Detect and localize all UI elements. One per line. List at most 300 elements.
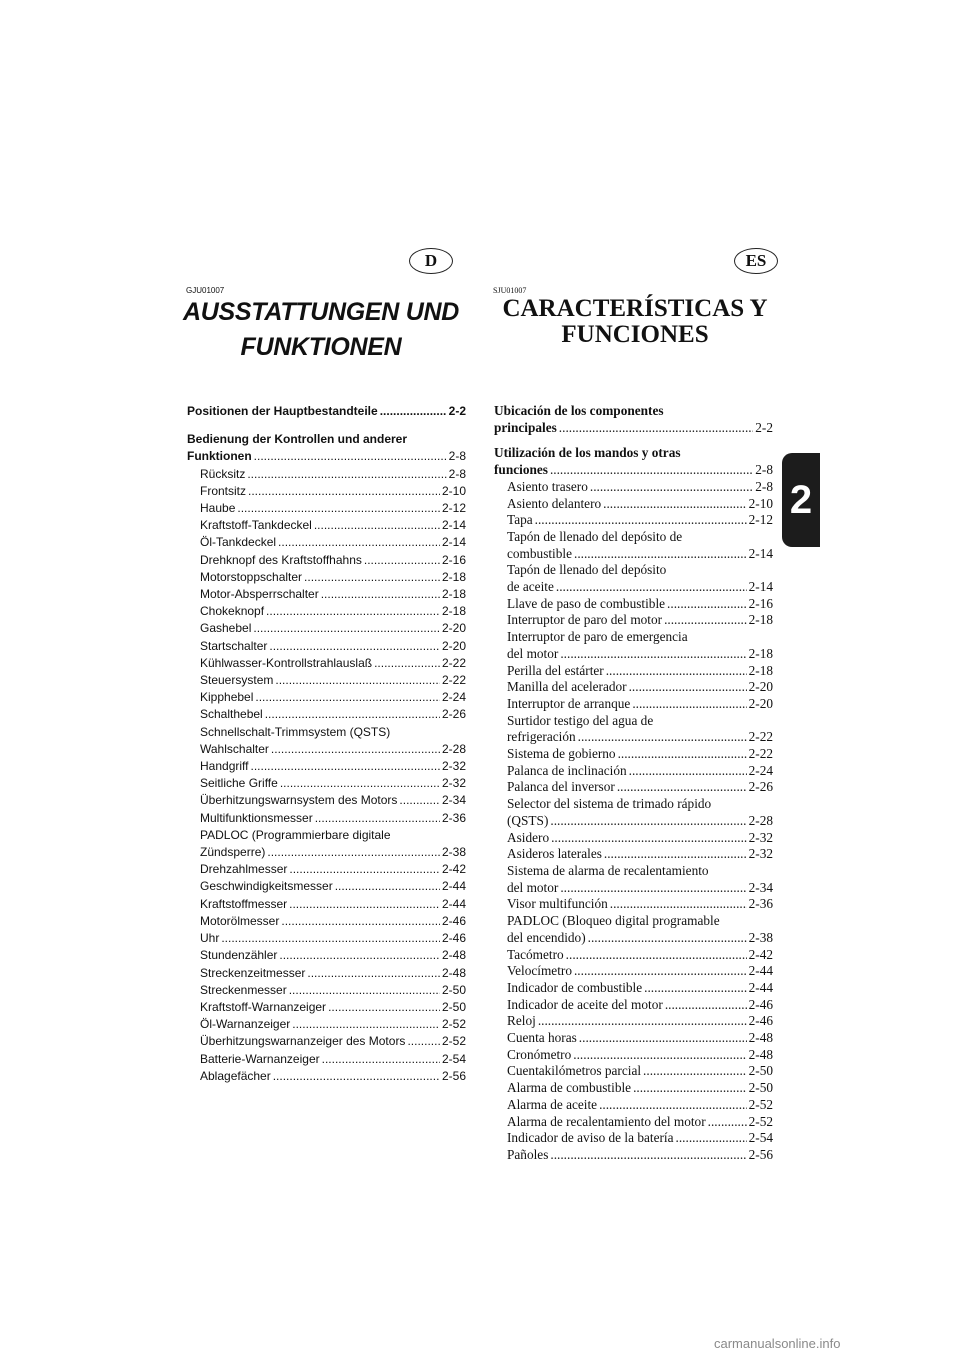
toc-item-title: Streckenzeitmesser (200, 965, 306, 980)
toc-item-title: Motor-Absperrschalter (200, 587, 319, 602)
toc-item-title: Tapa (507, 512, 533, 528)
leader-dots (281, 913, 440, 930)
leader-dots (335, 878, 440, 895)
toc-page-number: 2-2 (448, 404, 466, 418)
toc-item-title: Velocímetro (507, 963, 572, 979)
toc-page-number: 2-32 (441, 776, 466, 791)
leader-dots (221, 930, 440, 947)
toc-page-number: 2-26 (748, 779, 773, 795)
toc-item-title: Indicador de aceite del motor (507, 996, 663, 1012)
toc-item-title: combustible (507, 545, 572, 561)
toc-item-title: Überhitzungswarnsystem des Motors (200, 793, 398, 808)
toc-item-title: Llave de paso de combustible (507, 595, 666, 611)
leader-dots (560, 646, 746, 663)
toc-item[interactable] (187, 689, 466, 706)
toc-item[interactable] (494, 1030, 773, 1047)
leader-dots (604, 846, 747, 863)
toc-page-number: 2-52 (748, 1096, 773, 1112)
leader-dots (289, 861, 440, 878)
section-code-es: SJU01007 (493, 286, 527, 295)
toc-page-number: 2-50 (748, 1063, 773, 1079)
toc-item[interactable] (494, 1047, 773, 1064)
toc-item[interactable] (187, 466, 466, 483)
toc-item[interactable] (187, 965, 466, 982)
leader-dots (253, 620, 440, 637)
toc-item-title: Cuentakilómetros parcial (507, 1063, 642, 1079)
toc-page-number: 2-20 (441, 638, 466, 653)
toc-item-title: del motor (507, 645, 559, 661)
language-badge-de: D (409, 248, 453, 274)
leader-dots (278, 534, 440, 551)
toc-page-number: 2-16 (748, 595, 773, 611)
toc-item-title: Visor multifunción (507, 896, 608, 912)
toc-item[interactable] (494, 696, 773, 713)
leader-dots (322, 1051, 440, 1068)
toc-page-number: 2-18 (441, 569, 466, 584)
toc-item[interactable] (187, 810, 466, 827)
toc-page-number: 2-46 (441, 913, 466, 928)
language-badge-es: ES (734, 248, 778, 274)
toc-item-title: Palanca del inversor (507, 779, 615, 795)
toc-page-number: 2-18 (748, 662, 773, 678)
toc-page-number: 2-50 (441, 999, 466, 1014)
toc-item[interactable] (187, 775, 466, 792)
toc-page-number: 2-8 (448, 449, 466, 464)
section-code-de: GJU01007 (186, 286, 225, 295)
leader-dots (279, 947, 440, 964)
toc-item-title: refrigeración (507, 729, 576, 745)
toc-item-title: Reloj (507, 1013, 536, 1029)
leader-dots (292, 1016, 440, 1033)
toc-item[interactable] (187, 758, 466, 775)
toc-item-title: Palanca de inclinación (507, 762, 627, 778)
leader-dots (618, 746, 747, 763)
leader-dots (556, 579, 747, 596)
chapter-title-de-line1: AUSSTATTUNGEN UND (183, 298, 459, 326)
toc-item[interactable] (187, 500, 466, 517)
leader-dots (374, 655, 440, 672)
toc-item-title: Wahlschalter (200, 741, 269, 756)
toc-item-title: Ablagefächer (200, 1068, 271, 1083)
toc-page-number: 2-44 (748, 963, 773, 979)
toc-item-title: Zündsperre) (200, 845, 266, 860)
toc-page-number: 2-16 (441, 552, 466, 567)
toc-item-title: Pañoles (507, 1146, 549, 1162)
toc-section-controls[interactable] (494, 462, 773, 479)
leader-dots (255, 689, 440, 706)
leader-dots (265, 706, 440, 723)
leader-dots (328, 999, 440, 1016)
toc-page-number: 2-56 (748, 1146, 773, 1162)
leader-dots (280, 775, 440, 792)
leader-dots (550, 462, 753, 479)
toc-section-main-components[interactable] (187, 403, 466, 420)
toc-item-title-line: Sistema de alarma de recalentamiento (507, 862, 709, 878)
toc-item[interactable] (494, 896, 773, 913)
leader-dots (632, 696, 746, 713)
toc-item[interactable] (494, 1063, 773, 1080)
toc-item[interactable] (494, 496, 773, 513)
toc-item-title: Gashebel (200, 621, 252, 636)
toc-item[interactable] (494, 779, 773, 796)
chapter-title-de (176, 296, 466, 363)
chapter-title-es-line2: FUNCIONES (561, 321, 709, 348)
toc-item[interactable] (187, 999, 466, 1016)
leader-dots (573, 1047, 746, 1064)
leader-dots (269, 638, 440, 655)
toc-page-number: 2-50 (441, 982, 466, 997)
toc-item-title-line: Surtidor testigo del agua de (507, 712, 654, 728)
toc-item[interactable] (187, 1033, 466, 1050)
toc-item[interactable] (187, 552, 466, 569)
toc-page-number: 2-14 (441, 535, 466, 550)
toc-item-title: del motor (507, 879, 559, 895)
toc-item-title: Startschalter (200, 638, 268, 653)
toc-item-title: Öl-Warnanzeiger (200, 1017, 291, 1032)
toc-item[interactable] (187, 534, 466, 551)
toc-item-title: Batterie-Warnanzeiger (200, 1051, 320, 1066)
toc-item-title: Multifunktionsmesser (200, 810, 313, 825)
toc-item[interactable] (494, 963, 773, 980)
toc-item[interactable] (187, 638, 466, 655)
toc-item[interactable] (494, 612, 773, 629)
toc-page-number: 2-34 (441, 793, 466, 808)
toc-item[interactable] (494, 679, 773, 696)
toc-item-title: Sistema de gobierno (507, 746, 616, 762)
watermark: carmanualsonline.info (714, 1336, 841, 1351)
toc-item-title: Interruptor de arranque (507, 695, 631, 711)
toc-item-title: Streckenmesser (200, 982, 287, 997)
toc-page-number: 2-32 (748, 846, 773, 862)
toc-item[interactable] (187, 1016, 466, 1033)
toc-page-number: 2-34 (748, 879, 773, 895)
toc-page-number: 2-32 (748, 829, 773, 845)
toc-item[interactable] (494, 746, 773, 763)
leader-dots (610, 896, 747, 913)
toc-item-title: Drehknopf des Kraftstoffhahns (200, 552, 362, 567)
toc-page-number: 2-20 (748, 679, 773, 695)
leader-dots (364, 552, 440, 569)
leader-dots (606, 663, 747, 680)
toc-item[interactable] (494, 596, 773, 613)
toc-item-title: Kraftstoffmesser (200, 896, 288, 911)
toc-item-title: Cuenta horas (507, 1030, 577, 1046)
toc-page-number: 2-12 (748, 512, 773, 528)
toc-page-number: 2-28 (748, 812, 773, 828)
toc-item[interactable] (494, 546, 773, 563)
toc-item-title: Seitliche Griffe (200, 776, 278, 791)
toc-page-number: 2-42 (441, 862, 466, 877)
toc-entry-title: principales (494, 419, 557, 435)
toc-item-title-line: PADLOC (Programmierbare digitale (200, 827, 391, 842)
leader-dots (535, 512, 747, 529)
leader-dots (289, 896, 440, 913)
toc-item-title: Perilla del estárter (507, 662, 604, 678)
leader-dots (321, 586, 440, 603)
leader-dots (590, 479, 753, 496)
toc-item[interactable] (494, 1147, 773, 1164)
toc-page-number: 2-22 (441, 655, 466, 670)
toc-item[interactable] (494, 646, 773, 663)
toc-item[interactable] (187, 603, 466, 620)
toc-page-number: 2-24 (748, 762, 773, 778)
toc-page-number: 2-36 (441, 810, 466, 825)
toc-item[interactable] (494, 980, 773, 997)
toc-item-title: Geschwindigkeitsmesser (200, 879, 333, 894)
toc-item[interactable] (494, 1097, 773, 1114)
toc-items-de (187, 466, 466, 1085)
chapter-title-es-line1: CARACTERÍSTICAS Y (502, 295, 768, 322)
toc-item-title: Manilla del acelerador (507, 679, 627, 695)
toc-item-title: Uhr (200, 931, 220, 946)
toc-item-title: Rücksitz (200, 466, 246, 481)
toc-item-title: Motorölmesser (200, 913, 280, 928)
toc-item[interactable] (494, 880, 773, 897)
toc-page-number: 2-26 (441, 707, 466, 722)
toc-page-number: 2-10 (748, 495, 773, 511)
toc-item[interactable] (494, 947, 773, 964)
chapter-title-es (490, 296, 780, 348)
leader-dots (315, 810, 440, 827)
toc-item-title: Alarma de aceite (507, 1096, 598, 1112)
leader-dots (273, 1068, 440, 1085)
toc-item-title: Kraftstoff-Tankdeckel (200, 518, 312, 533)
toc-item-title: Kipphebel (200, 690, 254, 705)
toc-page-number: 2-48 (441, 948, 466, 963)
toc-page-number: 2-52 (441, 1034, 466, 1049)
chapter-title-de-line2: FUNKTIONEN (240, 333, 402, 361)
toc-item-title: Steuersystem (200, 673, 274, 688)
toc-page-number: 2-12 (441, 501, 466, 516)
toc-item-title: Tacómetro (507, 946, 564, 962)
toc-section-main-components[interactable] (494, 420, 773, 437)
toc-page-number: 2-24 (441, 690, 466, 705)
toc-item[interactable] (494, 1114, 773, 1131)
chapter-tab (782, 453, 820, 547)
leader-dots (250, 758, 439, 775)
toc-item-title: Überhitzungswarnanzeiger des Motors (200, 1034, 406, 1049)
toc-page-number: 2-48 (441, 965, 466, 980)
toc-item-title: Frontsitz (200, 483, 247, 498)
toc-item[interactable] (494, 1013, 773, 1030)
leader-dots (550, 813, 746, 830)
toc-item[interactable] (187, 672, 466, 689)
toc-item[interactable] (187, 741, 466, 758)
toc-item[interactable] (187, 982, 466, 999)
toc-item[interactable] (187, 706, 466, 723)
leader-dots (664, 612, 747, 629)
toc-item[interactable] (494, 763, 773, 780)
leader-dots (629, 763, 747, 780)
toc-page-number: 2-8 (448, 466, 466, 481)
toc-item-title-line: Selector del sistema de trimado rápido (507, 796, 712, 812)
leader-dots (304, 569, 440, 586)
toc-item[interactable] (187, 517, 466, 534)
toc-item-title: Kraftstoff-Warnanzeiger (200, 999, 327, 1014)
leader-dots (407, 1033, 440, 1050)
toc-item-title: Asidero (507, 829, 550, 845)
leader-dots (307, 965, 440, 982)
toc-item[interactable] (187, 930, 466, 947)
toc-item-title-line: Tapón de llenado del depósito (507, 562, 667, 578)
toc-item[interactable] (187, 844, 466, 861)
toc-page-number: 2-46 (441, 931, 466, 946)
leader-dots (551, 830, 747, 847)
leader-dots (574, 963, 747, 980)
toc-item[interactable] (494, 479, 773, 496)
leader-dots (603, 496, 746, 513)
leader-dots (267, 844, 440, 861)
leader-dots (560, 880, 746, 897)
toc-item[interactable] (187, 896, 466, 913)
leader-dots (578, 729, 747, 746)
toc-page-number: 2-8 (755, 478, 773, 494)
leader-dots (676, 1130, 747, 1147)
toc-section-title-line: Bedienung der Kontrollen und anderer (187, 432, 408, 447)
toc-page-number: 2-54 (748, 1130, 773, 1146)
toc-item[interactable] (187, 1051, 466, 1068)
toc-item-title: (QSTS) (507, 812, 549, 828)
toc-item[interactable] (187, 861, 466, 878)
toc-items-es (494, 479, 773, 1164)
toc-item-title: Schalthebel (200, 707, 263, 722)
leader-dots (708, 1114, 747, 1131)
leader-dots (559, 420, 753, 437)
toc-page-number: 2-20 (748, 695, 773, 711)
toc-entry-title: Positionen der Hauptbestandteile (187, 404, 378, 418)
toc-item-title: Drehzahlmesser (200, 862, 288, 877)
toc-item[interactable] (187, 1068, 466, 1085)
toc-item-title: Öl-Tankdeckel (200, 535, 277, 550)
toc-item-title: Kühlwasser-Kontrollstrahlauslaß (200, 655, 373, 670)
toc-item[interactable] (187, 620, 466, 637)
toc-item[interactable] (494, 813, 773, 830)
toc-page-number: 2-18 (441, 604, 466, 619)
toc-item[interactable] (187, 483, 466, 500)
leader-dots (237, 500, 440, 517)
toc-item-title: Cronómetro (507, 1046, 572, 1062)
leader-dots (271, 741, 440, 758)
toc-page-number: 2-38 (441, 845, 466, 860)
toc-item-title: Haube (200, 501, 236, 516)
toc-section-title-line: Ubicación de los componentes (494, 403, 664, 418)
toc-item[interactable] (494, 830, 773, 847)
toc-section-title-line: Utilización de los mandos y otras (494, 445, 681, 461)
toc-page-number: 2-48 (748, 1046, 773, 1062)
toc-item-title: Asideros laterales (507, 846, 602, 862)
toc-page-number: 2-22 (748, 729, 773, 745)
toc-item[interactable] (494, 1130, 773, 1147)
toc-spanish (494, 403, 773, 1164)
leader-dots (538, 1013, 747, 1030)
toc-item[interactable] (494, 1080, 773, 1097)
toc-page-number: 2-52 (748, 1113, 773, 1129)
toc-item[interactable] (187, 569, 466, 586)
toc-item-title-line: Schnellschalt-Trimmsystem (QSTS) (200, 724, 391, 739)
toc-item[interactable] (494, 663, 773, 680)
toc-item[interactable] (187, 655, 466, 672)
leader-dots (275, 672, 440, 689)
toc-section-controls[interactable] (187, 448, 466, 465)
leader-dots (254, 448, 447, 465)
leader-dots (579, 1030, 747, 1047)
toc-entry-title: Funktionen (187, 449, 252, 464)
toc-page-number: 2-22 (748, 746, 773, 762)
leader-dots (588, 930, 747, 947)
toc-page-number: 2-18 (441, 587, 466, 602)
toc-page-number: 2-38 (748, 929, 773, 945)
toc-page-number: 2-14 (441, 518, 466, 533)
toc-page-number: 2-18 (748, 612, 773, 628)
toc-item-title: Asiento delantero (507, 495, 602, 511)
toc-item[interactable] (187, 947, 466, 964)
leader-dots (248, 483, 440, 500)
toc-page-number: 2-28 (441, 741, 466, 756)
leader-dots (574, 546, 747, 563)
toc-item-title: de aceite (507, 579, 554, 595)
toc-item-title: Asiento trasero (507, 478, 588, 494)
leader-dots (247, 466, 446, 483)
toc-item-title: Chokeknopf (200, 604, 265, 619)
toc-item-title: Alarma de recalentamiento del motor (507, 1113, 706, 1129)
leader-dots (633, 1080, 747, 1097)
toc-item[interactable] (494, 729, 773, 746)
leader-dots (550, 1147, 746, 1164)
toc-page-number: 2-36 (748, 896, 773, 912)
leader-dots (314, 517, 440, 534)
toc-german (187, 403, 466, 1085)
toc-page-number: 2-44 (748, 979, 773, 995)
toc-item[interactable] (494, 579, 773, 596)
toc-item[interactable] (187, 792, 466, 809)
toc-page-number: 2-18 (748, 645, 773, 661)
toc-page-number: 2-42 (748, 946, 773, 962)
toc-item-title-line: Tapón de llenado del depósito de (507, 528, 683, 544)
toc-page-number: 2-44 (441, 896, 466, 911)
toc-page-number: 2-32 (441, 759, 466, 774)
toc-item[interactable] (187, 913, 466, 930)
leader-dots (599, 1097, 747, 1114)
toc-page-number: 2-14 (748, 545, 773, 561)
leader-dots (667, 596, 747, 613)
toc-page-number: 2-46 (748, 1013, 773, 1029)
toc-item[interactable] (494, 997, 773, 1014)
toc-item-title-line: PADLOC (Bloqueo digital programable (507, 913, 720, 929)
toc-item[interactable] (187, 586, 466, 603)
toc-item-title: Interruptor de paro del motor (507, 612, 663, 628)
toc-item-title: Indicador de combustible (507, 979, 643, 995)
toc-page-number: 2-50 (748, 1080, 773, 1096)
toc-item[interactable] (187, 878, 466, 895)
toc-page-number: 2-48 (748, 1030, 773, 1046)
toc-entry-title: funciones (494, 462, 548, 478)
toc-item[interactable] (494, 512, 773, 529)
toc-item-title: Indicador de aviso de la batería (507, 1130, 674, 1146)
chapter-tab-number: 2 (789, 477, 813, 522)
toc-item-title: Motorstoppschalter (200, 569, 303, 584)
toc-page-number: 2-22 (441, 673, 466, 688)
leader-dots (617, 779, 747, 796)
leader-dots (380, 403, 447, 420)
toc-page-number: 2-46 (748, 996, 773, 1012)
leader-dots (665, 997, 747, 1014)
toc-item-title-line: Interruptor de paro de emergencia (507, 629, 688, 645)
leader-dots (644, 980, 746, 997)
leader-dots (289, 982, 440, 999)
toc-item[interactable] (494, 930, 773, 947)
toc-item-title: Alarma de combustible (507, 1080, 632, 1096)
toc-item[interactable] (494, 846, 773, 863)
